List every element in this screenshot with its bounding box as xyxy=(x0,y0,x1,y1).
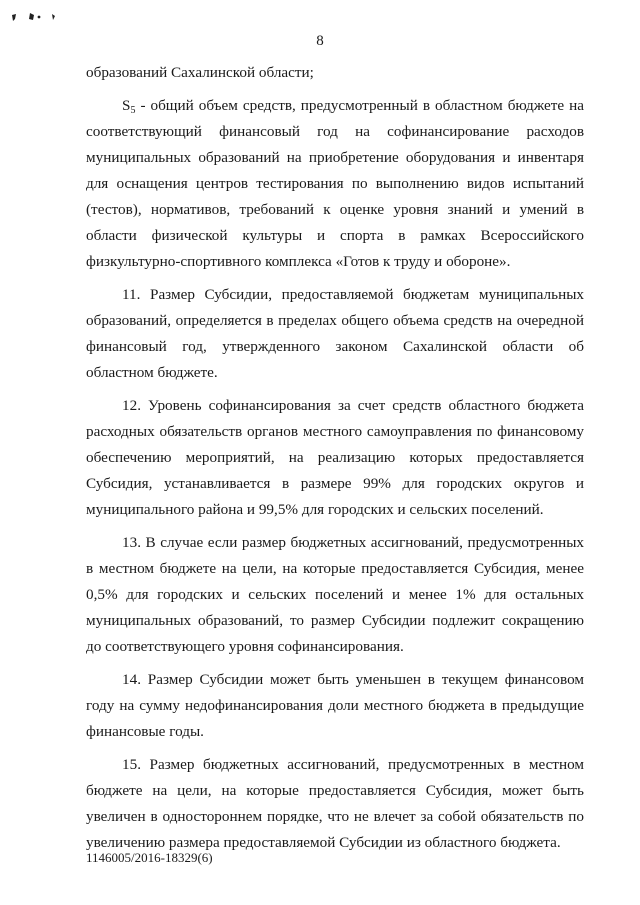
paragraph-11: 11. Размер Субсидии, предоставляемой бюджетам муниципальных образований, определяется в пределах общего объема средств на очередной финансовый год, утвержденного законом Сахалинской области об областном бюджете. xyxy=(86,286,584,381)
paragraph-14: 14. Размер Субсидии может быть уменьшен в текущем финансовом году на сумму недофинансирования доли местного бюджета в предыдущие финансовые годы. xyxy=(86,671,584,740)
scan-specks xyxy=(8,10,68,26)
paragraph-continuation: образований Сахалинской области; xyxy=(86,64,314,81)
paragraph-13: 13. В случае если размер бюджетных ассигнований, предусмотренных в местном бюджете на цели, на которые предоставляется Субсидия, менее 0,5% для городских и сельских поселений и менее 1% для остальных муниципальных образований, то размер Субсидии подлежит сокращению до соответствующего уровня софинансирования. xyxy=(86,534,584,655)
paragraph-15: 15. Размер бюджетных ассигнований, предусмотренных в местном бюджете на цели, на которые предоставляется Субсидия, может быть увеличен в одностороннем порядке, что не влечет за собой обязательств по увеличению размера предоставляемой Субсидии из областного бюджета. xyxy=(86,756,584,851)
document-body xyxy=(86,60,584,863)
page-number: 8 xyxy=(316,33,324,49)
s5-definition-text: - общий объем средств, предусмотренный в областном бюджете на соответствующий финансовый год на софинансирование расходов муниципальных образований на приобретение оборудования и инвентаря для оснащения центров тестирования по выполнению видов испытаний (тестов), нормативов, требований к оценке уровня знаний и умений в области физической культуры и спорта в рамках Всероссийского физкультурно-спортивного комплекса «Готов к труду и обороне». xyxy=(86,97,584,270)
paragraph-s5-definition xyxy=(86,93,584,275)
paragraph-12: 12. Уровень софинансирования за счет средств областного бюджета расходных обязательств органов местного самоуправления по финансовому обеспечению мероприятий, на реализацию которых предоставляется Субсидия, устанавливается в размере 99% для городских округов и муниципального района и 99,5% для городских и сельских поселений. xyxy=(86,397,584,518)
document-code: 1146005/2016-18329(6) xyxy=(86,850,213,865)
s5-symbol: S xyxy=(122,97,131,114)
s5-subscript: 5 xyxy=(130,105,136,116)
